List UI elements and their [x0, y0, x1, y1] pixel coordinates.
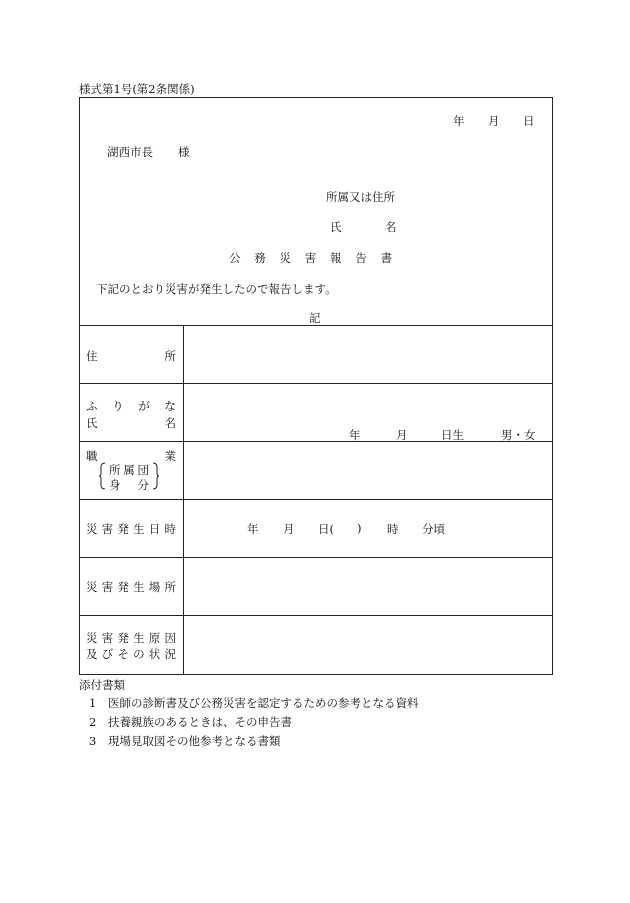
status-label: 身 分: [109, 478, 149, 492]
attachment-number: 2: [89, 715, 97, 729]
table-row-rule: [79, 441, 553, 442]
label-column-divider: [183, 325, 184, 675]
row-label-occupation: 職 業: [86, 449, 176, 463]
addressee-honorific: 様: [178, 145, 190, 159]
row-label-name: 氏 名: [86, 416, 176, 430]
row-label-furigana: ふ り が な: [86, 399, 176, 413]
affiliation-status-bracket: [98, 461, 160, 491]
birth-month-label: 月: [396, 428, 408, 442]
incident-weekday-close: ): [357, 521, 362, 535]
list-item: [89, 695, 418, 711]
applicant-name-label-2: 名: [385, 220, 397, 234]
applicant-name-label-1: 氏: [330, 220, 342, 234]
incident-month-label: 月: [283, 522, 295, 536]
birth-day-label: 日生: [441, 428, 464, 442]
affiliation-address-label: 所属又は住所: [326, 190, 395, 204]
list-item: [89, 714, 292, 730]
date-year-label: 年: [453, 114, 465, 128]
row-label-incident-cause: 災 害 発 生 原 因: [86, 631, 176, 645]
row-label-incident-datetime: 災 害 発 生 日 時: [86, 522, 176, 536]
table-row-rule: [79, 557, 553, 558]
attachment-text: 医師の診断書及び公務災害を認定するための参考となる資料: [107, 696, 419, 710]
attachments-title: 添付書類: [79, 678, 125, 692]
addressee-name: 湖西市長: [107, 145, 153, 159]
attachment-number: 1: [89, 696, 97, 710]
incident-day-label: 日(: [318, 522, 334, 536]
document-title: 公 務 災 害 報 告 書: [229, 251, 392, 265]
row-label-incident-circumstances: 及 び そ の 状 況: [86, 647, 176, 661]
attachment-number: 3: [89, 734, 97, 748]
table-top-rule: [79, 325, 553, 326]
sex-options: 男・女: [501, 428, 536, 442]
table-row-rule: [79, 499, 553, 500]
affiliation-group-label: 所 属 団: [109, 463, 149, 477]
attachment-text: 扶養親族のあるときは、その申告書: [107, 715, 292, 729]
attachment-text: 現場見取図その他参考となる書類: [107, 734, 281, 748]
incident-hour-label: 時: [387, 522, 399, 536]
incident-minute-label: 分頃: [422, 522, 445, 536]
table-row-rule: [79, 615, 553, 616]
table-row-rule: [79, 383, 553, 384]
form-number-label: 様式第1号(第2条関係): [79, 82, 195, 96]
intro-text: 下記のとおり災害が発生したので報告します。: [96, 282, 337, 296]
date-day-label: 日: [523, 114, 535, 128]
ki-label: 記: [309, 311, 321, 325]
incident-year-label: 年: [247, 522, 259, 536]
list-item: [89, 733, 280, 749]
date-month-label: 月: [488, 114, 500, 128]
row-label-address: 住 所: [86, 349, 176, 363]
birth-year-label: 年: [349, 428, 361, 442]
row-label-incident-place: 災 害 発 生 場 所: [86, 580, 176, 594]
